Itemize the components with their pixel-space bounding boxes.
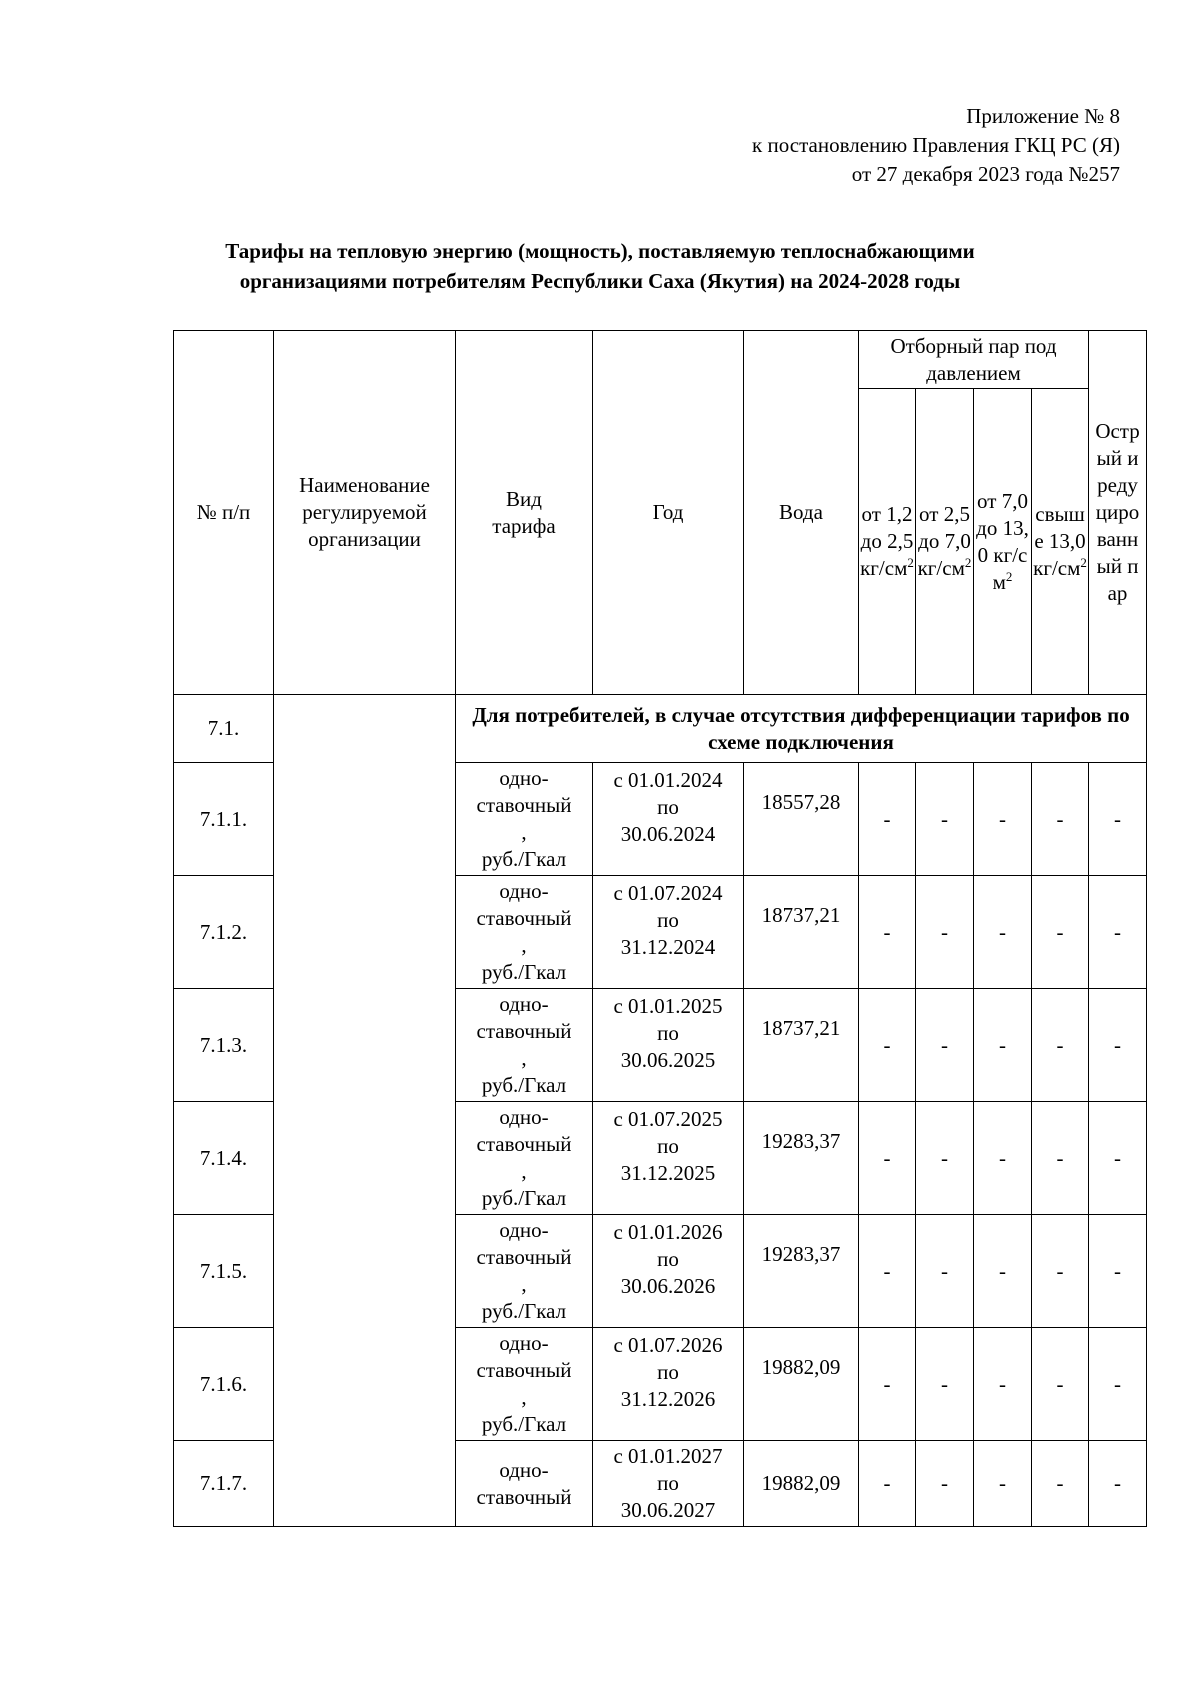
row-steam-2: - [916, 1328, 974, 1441]
row-sharp-steam: - [1089, 1102, 1147, 1215]
row-steam-4: - [1032, 1102, 1089, 1215]
appendix-resolution: к постановлению Правления ГКЦ РС (Я) [752, 133, 1120, 157]
row-steam-4: - [1032, 1215, 1089, 1328]
row-num: 7.1.2. [174, 876, 274, 989]
row-steam-4: - [1032, 989, 1089, 1102]
row-sharp-steam: - [1089, 1441, 1147, 1527]
row-sharp-steam: - [1089, 763, 1147, 876]
row-steam-3: - [974, 876, 1032, 989]
row-period: с 01.01.2026 по 30.06.2026 [593, 1215, 744, 1328]
header-organization: Наименование регулируемой организации [274, 331, 456, 695]
row-water-tariff: 18737,21 [744, 876, 859, 989]
row-period: с 01.01.2025 по 30.06.2025 [593, 989, 744, 1102]
row-steam-1: - [859, 1441, 916, 1527]
row-steam-1: - [859, 1102, 916, 1215]
row-steam-3: - [974, 989, 1032, 1102]
appendix-date: от 27 декабря 2023 года №257 [851, 162, 1120, 186]
appendix-number: Приложение № 8 [966, 104, 1120, 128]
row-tariff: одно- ставочный , руб./Гкал [456, 876, 593, 989]
header-steam-1: от 1,2 до 2,5 $кг/см^2$ [859, 389, 916, 695]
row-num: 7.1.3. [174, 989, 274, 1102]
row-steam-1: - [859, 1328, 916, 1441]
row-water-tariff: 19283,37 [744, 1102, 859, 1215]
header-tariff-type: Вид тарифа [456, 331, 593, 695]
section-title: Для потребителей, в случае отсутствия дифференциации тарифов по схеме подключения [456, 695, 1147, 763]
row-period: с 01.01.2027 по 30.06.2027 [593, 1441, 744, 1527]
row-steam-2: - [916, 1215, 974, 1328]
row-water-tariff: 19882,09 [744, 1441, 859, 1527]
organization-cell [274, 695, 456, 1527]
document-title [0, 236, 1200, 296]
row-steam-2: - [916, 1102, 974, 1215]
header-steam-3: от 7,0 до 13,0 $кг/см^2$ [974, 389, 1032, 695]
row-sharp-steam: - [1089, 876, 1147, 989]
row-steam-1: - [859, 1215, 916, 1328]
row-tariff: одно- ставочный , руб./Гкал [456, 1215, 593, 1328]
header-steam-4: свыше 13,0 $кг/см^2$ [1032, 389, 1089, 695]
row-sharp-steam: - [1089, 1328, 1147, 1441]
row-period: с 01.07.2026 по 31.12.2026 [593, 1328, 744, 1441]
row-period: с 01.07.2024 по 31.12.2024 [593, 876, 744, 989]
row-tariff: одно- ставочный , руб./Гкал [456, 1328, 593, 1441]
row-steam-3: - [974, 1441, 1032, 1527]
row-num: 7.1.1. [174, 763, 274, 876]
header-steam-2: от 2,5 до 7,0 $кг/см^2$ [916, 389, 974, 695]
row-sharp-steam: - [1089, 989, 1147, 1102]
title-line-2: организациями потребителям Республики Саха (Якутия) на 2024-2028 годы [239, 269, 961, 293]
title-line-1: Тарифы на тепловую энергию (мощность), поставляемую теплоснабжающими [225, 239, 975, 263]
row-num: 7.1.7. [174, 1441, 274, 1527]
row-sharp-steam: - [1089, 1215, 1147, 1328]
row-period: с 01.01.2024 по 30.06.2024 [593, 763, 744, 876]
row-steam-1: - [859, 876, 916, 989]
row-steam-4: - [1032, 1441, 1089, 1527]
header-water: Вода [744, 331, 859, 695]
header-year: Год [593, 331, 744, 695]
header-steam-group: Отборный пар под давлением [859, 331, 1089, 389]
row-steam-2: - [916, 876, 974, 989]
row-steam-3: - [974, 763, 1032, 876]
appendix-header [752, 102, 1120, 189]
row-period: с 01.07.2025 по 31.12.2025 [593, 1102, 744, 1215]
row-steam-3: - [974, 1328, 1032, 1441]
row-steam-3: - [974, 1102, 1032, 1215]
row-tariff: одно- ставочный , руб./Гкал [456, 1102, 593, 1215]
header-num: № п/п [174, 331, 274, 695]
row-water-tariff: 18737,21 [744, 989, 859, 1102]
row-steam-4: - [1032, 763, 1089, 876]
row-tariff: одно- ставочный , руб./Гкал [456, 763, 593, 876]
row-steam-4: - [1032, 1328, 1089, 1441]
section-num: 7.1. [174, 695, 274, 763]
row-water-tariff: 18557,28 [744, 763, 859, 876]
row-tariff: одно- ставочный [456, 1441, 593, 1527]
header-sharp-steam: Острый и редуцированный пар [1089, 331, 1147, 695]
row-steam-1: - [859, 989, 916, 1102]
row-num: 7.1.5. [174, 1215, 274, 1328]
row-num: 7.1.4. [174, 1102, 274, 1215]
row-water-tariff: 19882,09 [744, 1328, 859, 1441]
row-tariff: одно- ставочный , руб./Гкал [456, 989, 593, 1102]
row-num: 7.1.6. [174, 1328, 274, 1441]
row-steam-3: - [974, 1215, 1032, 1328]
row-steam-4: - [1032, 876, 1089, 989]
tariff-table [173, 330, 1147, 1527]
row-water-tariff: 19283,37 [744, 1215, 859, 1328]
row-steam-2: - [916, 1441, 974, 1527]
row-steam-2: - [916, 763, 974, 876]
row-steam-1: - [859, 763, 916, 876]
row-steam-2: - [916, 989, 974, 1102]
